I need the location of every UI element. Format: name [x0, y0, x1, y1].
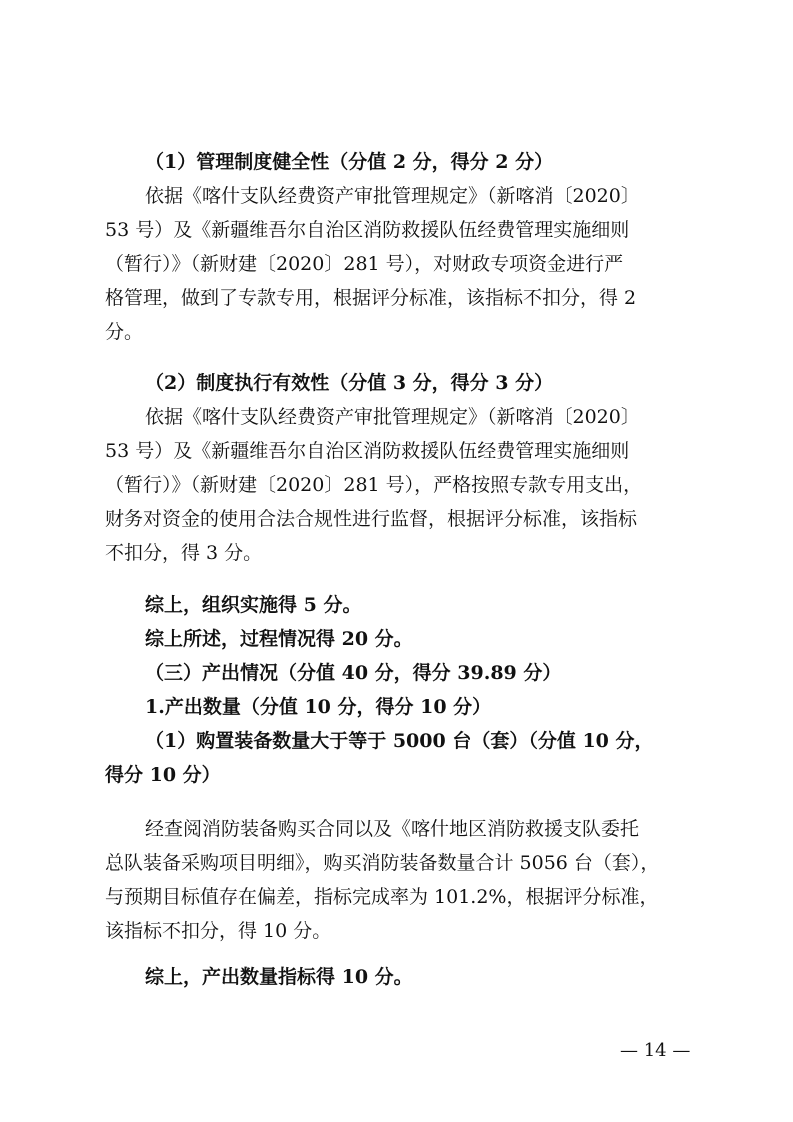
paragraph-5 — [105, 812, 695, 948]
text-line: （2）制度执行有效性（分值 3 分，得分 3 分） — [145, 372, 554, 394]
text-line: 53 号）及《新疆维吾尔自治区消防救援队伍经费管理实施细则 — [105, 440, 630, 462]
text-line: 不扣分，得 3 分。 — [105, 542, 263, 564]
text-line: 依据《喀什支队经费资产审批管理规定》（新喀消〔2020〕 — [145, 406, 640, 428]
text-line: 该指标不扣分，得 10 分。 — [105, 920, 332, 942]
text-line: 综上，产出数量指标得 10 分。 — [145, 966, 413, 988]
text-line: （暂行）》（新财建〔2020〕281 号），严格按照专款专用支出， — [105, 474, 643, 496]
text-line: 财务对资金的使用合法合规性进行监督，根据评分标准，该指标 — [105, 508, 638, 530]
text-line: 与预期目标值存在偏差，指标完成率为 101.2%，根据评分标准， — [105, 886, 659, 908]
paragraph-6 — [105, 960, 695, 994]
paragraph-0 — [105, 145, 695, 179]
page-number: — 14 — — [620, 1040, 691, 1061]
text-line: 依据《喀什支队经费资产审批管理规定》（新喀消〔2020〕 — [145, 185, 640, 207]
text-line: （1）管理制度健全性（分值 2 分，得分 2 分） — [145, 151, 554, 173]
text-line: 总队装备采购项目明细》，购买消防装备数量合计 5056 台（套）， — [105, 852, 660, 874]
text-line: （1）购置装备数量大于等于 5000 台（套）（分值 10 分， — [145, 730, 654, 752]
text-line: 经查阅消防装备购买合同以及《喀什地区消防救援支队委托 — [145, 818, 640, 840]
text-line: 综上所述，过程情况得 20 分。 — [145, 628, 413, 650]
text-line: （三）产出情况（分值 40 分，得分 39.89 分） — [145, 662, 562, 684]
text-line: 综上，组织实施得 5 分。 — [145, 594, 362, 616]
paragraph-4 — [105, 588, 695, 792]
text-line: 53 号）及《新疆维吾尔自治区消防救援队伍经费管理实施细则 — [105, 219, 630, 241]
paragraph-2 — [105, 366, 695, 400]
paragraph-3 — [105, 400, 695, 570]
paragraph-1 — [105, 179, 695, 349]
text-line: 格管理，做到了专款专用，根据评分标准，该指标不扣分，得 2 — [105, 287, 637, 309]
text-line: 得分 10 分） — [105, 764, 221, 786]
text-line: 1.产出数量（分值 10 分，得分 10 分） — [145, 696, 492, 718]
text-line: 分。 — [105, 321, 144, 343]
text-line: （暂行）》（新财建〔2020〕281 号），对财政专项资金进行严 — [105, 253, 624, 275]
